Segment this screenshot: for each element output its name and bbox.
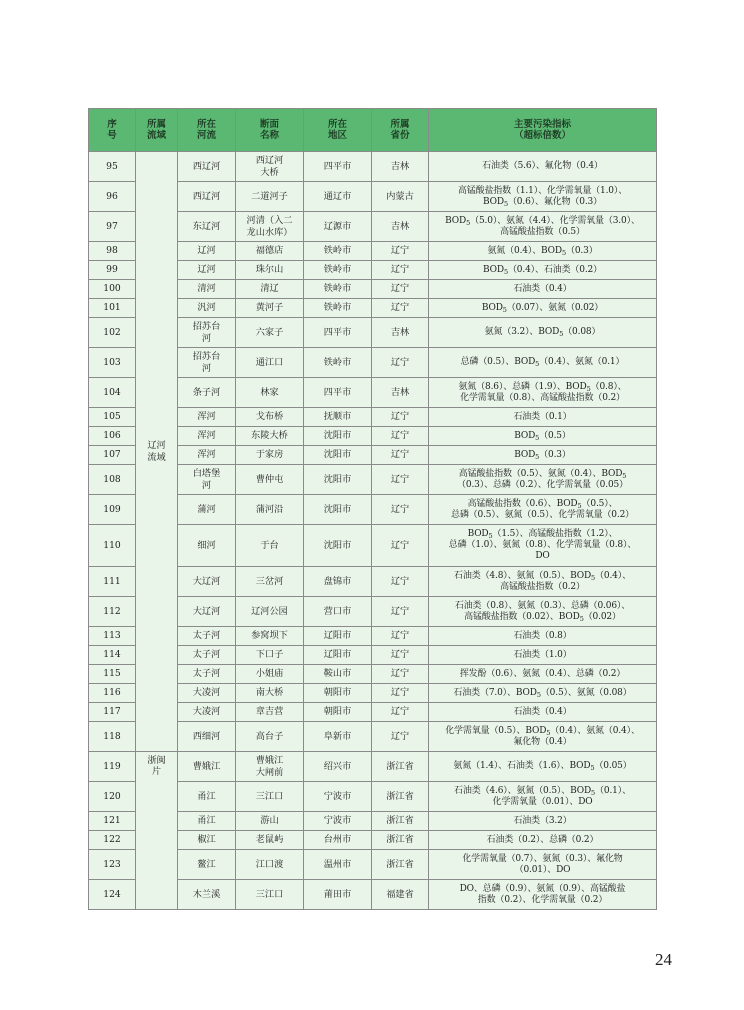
cell-river: 椒江 bbox=[178, 831, 236, 850]
cell-area: 辽阳市 bbox=[304, 646, 372, 665]
cell-section: 戈布桥 bbox=[236, 408, 304, 427]
cell-area: 朝阳市 bbox=[304, 703, 372, 722]
cell-section: 清辽 bbox=[236, 280, 304, 299]
cell-province: 浙江省 bbox=[372, 850, 429, 880]
cell-indicators: 氨氮（0.4）、$BOD_5(0.3)$ bbox=[429, 242, 657, 261]
cell-river: 甬江 bbox=[178, 812, 236, 831]
cell-no: 112 bbox=[89, 597, 136, 627]
cell-province: 辽宁 bbox=[372, 495, 429, 525]
cell-area: 宁波市 bbox=[304, 782, 372, 812]
cell-river: 白塔堡 河 bbox=[178, 465, 236, 495]
cell-province: 内蒙古 bbox=[372, 182, 429, 212]
cell-section: 下口子 bbox=[236, 646, 304, 665]
cell-river: 曹娥江 bbox=[178, 752, 236, 782]
cell-area: 台州市 bbox=[304, 831, 372, 850]
cell-province: 辽宁 bbox=[372, 567, 429, 597]
cell-indicators: 石油类（1.0） bbox=[429, 646, 657, 665]
cell-section: 福德店 bbox=[236, 242, 304, 261]
cell-indicators: 石油类（0.8）、氨氮（0.3）、总磷（0.06）、 高锰酸盐指数（0.02）、$BOD_5(0.02)$ bbox=[429, 597, 657, 627]
cell-section: 珠尔山 bbox=[236, 261, 304, 280]
header-indicators: 主要污染指标 （超标倍数） bbox=[429, 109, 657, 152]
cell-indicators: 挥发酚（0.6）、氨氮（0.4）、总磷（0.2） bbox=[429, 665, 657, 684]
cell-province: 辽宁 bbox=[372, 665, 429, 684]
cell-area: 辽阳市 bbox=[304, 627, 372, 646]
cell-no: 118 bbox=[89, 722, 136, 752]
cell-province: 吉林 bbox=[372, 378, 429, 408]
cell-no: 119 bbox=[89, 752, 136, 782]
header-section: 断面 名称 bbox=[236, 109, 304, 152]
cell-no: 111 bbox=[89, 567, 136, 597]
cell-no: 95 bbox=[89, 152, 136, 182]
cell-province: 辽宁 bbox=[372, 646, 429, 665]
cell-indicators: 石油类（0.4） bbox=[429, 280, 657, 299]
cell-indicators: 氨氮（1.4）、石油类（1.6）、$BOD_5(0.05)$ bbox=[429, 752, 657, 782]
cell-no: 103 bbox=[89, 348, 136, 378]
cell-river: 浑河 bbox=[178, 408, 236, 427]
cell-section: 曹娥江 大闸前 bbox=[236, 752, 304, 782]
cell-no: 99 bbox=[89, 261, 136, 280]
cell-province: 辽宁 bbox=[372, 722, 429, 752]
cell-province: 辽宁 bbox=[372, 242, 429, 261]
cell-section: 游山 bbox=[236, 812, 304, 831]
cell-indicators: 高锰酸盐指数（0.5）、氨氮（0.4）、$BOD_5$ （0.3）、总磷（0.2）、化学需氧量（0.05） bbox=[429, 465, 657, 495]
cell-province: 辽宁 bbox=[372, 446, 429, 465]
cell-province: 辽宁 bbox=[372, 348, 429, 378]
cell-area: 铁岭市 bbox=[304, 280, 372, 299]
cell-indicators: $BOD_5(0.07)$、氨氮（0.02） bbox=[429, 299, 657, 318]
cell-no: 102 bbox=[89, 318, 136, 348]
cell-indicators: 氨氮（3.2）、$BOD_5(0.08)$ bbox=[429, 318, 657, 348]
cell-basin: 浙闽 片 bbox=[136, 752, 178, 910]
cell-no: 122 bbox=[89, 831, 136, 850]
cell-area: 四平市 bbox=[304, 378, 372, 408]
cell-province: 辽宁 bbox=[372, 465, 429, 495]
cell-indicators: 总磷（0.5）、$BOD_5(0.4)$、氨氮（0.1） bbox=[429, 348, 657, 378]
cell-river: 汎河 bbox=[178, 299, 236, 318]
cell-indicators: 石油类（0.2）、总磷（0.2） bbox=[429, 831, 657, 850]
cell-no: 100 bbox=[89, 280, 136, 299]
cell-river: 蒲河 bbox=[178, 495, 236, 525]
cell-no: 113 bbox=[89, 627, 136, 646]
cell-river: 招苏台 河 bbox=[178, 348, 236, 378]
cell-section: 黄河子 bbox=[236, 299, 304, 318]
cell-no: 123 bbox=[89, 850, 136, 880]
cell-river: 西细河 bbox=[178, 722, 236, 752]
cell-river: 大凌河 bbox=[178, 703, 236, 722]
cell-area: 四平市 bbox=[304, 318, 372, 348]
cell-province: 浙江省 bbox=[372, 782, 429, 812]
cell-province: 福建省 bbox=[372, 880, 429, 910]
cell-indicators: 化学需氧量（0.5）、$BOD_5(0.4)$、氨氮（0.4）、 氟化物（0.4） bbox=[429, 722, 657, 752]
cell-section: 河清（入二 龙山水库） bbox=[236, 212, 304, 242]
cell-area: 沈阳市 bbox=[304, 427, 372, 446]
pollution-table bbox=[88, 108, 657, 910]
cell-no: 116 bbox=[89, 684, 136, 703]
cell-river: 辽河 bbox=[178, 242, 236, 261]
cell-indicators: 氨氮（8.6）、总磷（1.9）、$BOD_5(0.8)$、 化学需氧量（0.8）、高锰酸盐指数（0.2） bbox=[429, 378, 657, 408]
cell-basin: 辽河 流域 bbox=[136, 152, 178, 752]
header-area: 所在 地区 bbox=[304, 109, 372, 152]
cell-area: 营口市 bbox=[304, 597, 372, 627]
cell-section: 江口渡 bbox=[236, 850, 304, 880]
cell-river: 辽河 bbox=[178, 261, 236, 280]
cell-no: 108 bbox=[89, 465, 136, 495]
cell-section: 于家房 bbox=[236, 446, 304, 465]
cell-area: 温州市 bbox=[304, 850, 372, 880]
cell-section: 六家子 bbox=[236, 318, 304, 348]
cell-no: 115 bbox=[89, 665, 136, 684]
cell-river: 东辽河 bbox=[178, 212, 236, 242]
cell-province: 辽宁 bbox=[372, 408, 429, 427]
cell-river: 鳌江 bbox=[178, 850, 236, 880]
cell-province: 吉林 bbox=[372, 212, 429, 242]
cell-province: 浙江省 bbox=[372, 831, 429, 850]
cell-province: 辽宁 bbox=[372, 627, 429, 646]
cell-no: 98 bbox=[89, 242, 136, 261]
cell-river: 招苏台 河 bbox=[178, 318, 236, 348]
cell-area: 阜新市 bbox=[304, 722, 372, 752]
cell-area: 鞍山市 bbox=[304, 665, 372, 684]
cell-indicators: 石油类（0.8） bbox=[429, 627, 657, 646]
cell-section: 蒲河沿 bbox=[236, 495, 304, 525]
cell-section: 林家 bbox=[236, 378, 304, 408]
header-basin: 所属 流域 bbox=[136, 109, 178, 152]
cell-area: 沈阳市 bbox=[304, 465, 372, 495]
cell-area: 铁岭市 bbox=[304, 299, 372, 318]
cell-no: 120 bbox=[89, 782, 136, 812]
cell-indicators: $BOD_5(5.0)$、氨氮（4.4）、化学需氧量（3.0）、 高锰酸盐指数（0.5） bbox=[429, 212, 657, 242]
cell-section: 老鼠屿 bbox=[236, 831, 304, 850]
cell-indicators: $BOD_5(0.5)$ bbox=[429, 427, 657, 446]
cell-area: 绍兴市 bbox=[304, 752, 372, 782]
cell-section: 西辽河 大桥 bbox=[236, 152, 304, 182]
cell-indicators: $BOD_5(0.3)$ bbox=[429, 446, 657, 465]
cell-no: 96 bbox=[89, 182, 136, 212]
header-row bbox=[89, 109, 657, 152]
cell-no: 97 bbox=[89, 212, 136, 242]
cell-indicators: 石油类（3.2） bbox=[429, 812, 657, 831]
cell-province: 浙江省 bbox=[372, 752, 429, 782]
cell-area: 铁岭市 bbox=[304, 242, 372, 261]
cell-section: 三岔河 bbox=[236, 567, 304, 597]
cell-area: 沈阳市 bbox=[304, 525, 372, 567]
cell-no: 114 bbox=[89, 646, 136, 665]
cell-no: 109 bbox=[89, 495, 136, 525]
cell-province: 吉林 bbox=[372, 152, 429, 182]
cell-section: 通江口 bbox=[236, 348, 304, 378]
cell-section: 三江口 bbox=[236, 782, 304, 812]
cell-river: 条子河 bbox=[178, 378, 236, 408]
cell-indicators: 石油类（0.4） bbox=[429, 703, 657, 722]
cell-river: 大辽河 bbox=[178, 567, 236, 597]
cell-river: 太子河 bbox=[178, 665, 236, 684]
cell-river: 木兰溪 bbox=[178, 880, 236, 910]
table-body bbox=[89, 152, 657, 910]
cell-section: 高台子 bbox=[236, 722, 304, 752]
cell-no: 117 bbox=[89, 703, 136, 722]
cell-no: 104 bbox=[89, 378, 136, 408]
cell-area: 抚顺市 bbox=[304, 408, 372, 427]
cell-province: 吉林 bbox=[372, 318, 429, 348]
cell-river: 太子河 bbox=[178, 627, 236, 646]
cell-indicators: 高锰酸盐指数（1.1）、化学需氧量（1.0）、 $BOD_5(0.6)$、氟化物（0.3） bbox=[429, 182, 657, 212]
cell-area: 朝阳市 bbox=[304, 684, 372, 703]
cell-province: 辽宁 bbox=[372, 597, 429, 627]
cell-no: 101 bbox=[89, 299, 136, 318]
table-row bbox=[89, 152, 657, 182]
cell-province: 辽宁 bbox=[372, 525, 429, 567]
cell-indicators: $BOD_5(0.4)$、石油类（0.2） bbox=[429, 261, 657, 280]
cell-indicators: 高锰酸盐指数（0.6）、$BOD_5(0.5)$、 总磷（0.5）、氨氮（0.5）、化学需氧量（0.2） bbox=[429, 495, 657, 525]
cell-river: 清河 bbox=[178, 280, 236, 299]
cell-river: 细河 bbox=[178, 525, 236, 567]
cell-indicators: 石油类（5.6）、氟化物（0.4） bbox=[429, 152, 657, 182]
cell-province: 辽宁 bbox=[372, 261, 429, 280]
cell-river: 西辽河 bbox=[178, 182, 236, 212]
cell-section: 东陵大桥 bbox=[236, 427, 304, 446]
cell-river: 大凌河 bbox=[178, 684, 236, 703]
cell-no: 110 bbox=[89, 525, 136, 567]
cell-indicators: 石油类（7.0）、$BOD_5(0.5)$、氨氮（0.08） bbox=[429, 684, 657, 703]
cell-section: 二道河子 bbox=[236, 182, 304, 212]
cell-indicators: 化学需氧量（0.7）、氨氮（0.3）、氟化物 （0.01）、DO bbox=[429, 850, 657, 880]
cell-section: 曹仲屯 bbox=[236, 465, 304, 495]
cell-province: 辽宁 bbox=[372, 703, 429, 722]
cell-no: 121 bbox=[89, 812, 136, 831]
header-river: 所在 河流 bbox=[178, 109, 236, 152]
cell-area: 沈阳市 bbox=[304, 495, 372, 525]
cell-indicators: 石油类（0.1） bbox=[429, 408, 657, 427]
cell-area: 四平市 bbox=[304, 152, 372, 182]
cell-section: 南大桥 bbox=[236, 684, 304, 703]
cell-province: 辽宁 bbox=[372, 299, 429, 318]
cell-river: 浑河 bbox=[178, 446, 236, 465]
header-province: 所属 省份 bbox=[372, 109, 429, 152]
cell-indicators: 石油类（4.6）、氨氮（0.5）、$BOD_5(0.1)$、 化学需氧量（0.01）、DO bbox=[429, 782, 657, 812]
cell-area: 盘锦市 bbox=[304, 567, 372, 597]
cell-area: 通辽市 bbox=[304, 182, 372, 212]
cell-area: 辽源市 bbox=[304, 212, 372, 242]
cell-section: 于台 bbox=[236, 525, 304, 567]
cell-province: 辽宁 bbox=[372, 427, 429, 446]
cell-area: 沈阳市 bbox=[304, 446, 372, 465]
cell-river: 太子河 bbox=[178, 646, 236, 665]
cell-area: 铁岭市 bbox=[304, 261, 372, 280]
cell-indicators: 石油类（4.8）、氨氮（0.5）、$BOD_5(0.4)$、 高锰酸盐指数（0.2） bbox=[429, 567, 657, 597]
cell-province: 辽宁 bbox=[372, 684, 429, 703]
page-number: 24 bbox=[655, 950, 672, 969]
cell-river: 浑河 bbox=[178, 427, 236, 446]
cell-no: 106 bbox=[89, 427, 136, 446]
cell-river: 西辽河 bbox=[178, 152, 236, 182]
cell-section: 辽河公园 bbox=[236, 597, 304, 627]
cell-province: 浙江省 bbox=[372, 812, 429, 831]
cell-no: 105 bbox=[89, 408, 136, 427]
cell-section: 小姐庙 bbox=[236, 665, 304, 684]
cell-area: 铁岭市 bbox=[304, 348, 372, 378]
cell-indicators: DO、总磷（0.9）、氨氮（0.9）、高锰酸盐 指数（0.2）、化学需氧量（0.2） bbox=[429, 880, 657, 910]
cell-no: 107 bbox=[89, 446, 136, 465]
header-no: 序 号 bbox=[89, 109, 136, 152]
cell-province: 辽宁 bbox=[372, 280, 429, 299]
cell-indicators: $BOD_5(1.5)$、高锰酸盐指数（1.2）、 总磷（1.0）、氨氮（0.8）、化学需氧量（0.8）、 DO bbox=[429, 525, 657, 567]
cell-area: 莆田市 bbox=[304, 880, 372, 910]
cell-no: 124 bbox=[89, 880, 136, 910]
cell-river: 甬江 bbox=[178, 782, 236, 812]
cell-section: 章吉营 bbox=[236, 703, 304, 722]
cell-section: 三江口 bbox=[236, 880, 304, 910]
cell-section: 参窝坝下 bbox=[236, 627, 304, 646]
cell-river: 大辽河 bbox=[178, 597, 236, 627]
table-row bbox=[89, 752, 657, 782]
cell-area: 宁波市 bbox=[304, 812, 372, 831]
